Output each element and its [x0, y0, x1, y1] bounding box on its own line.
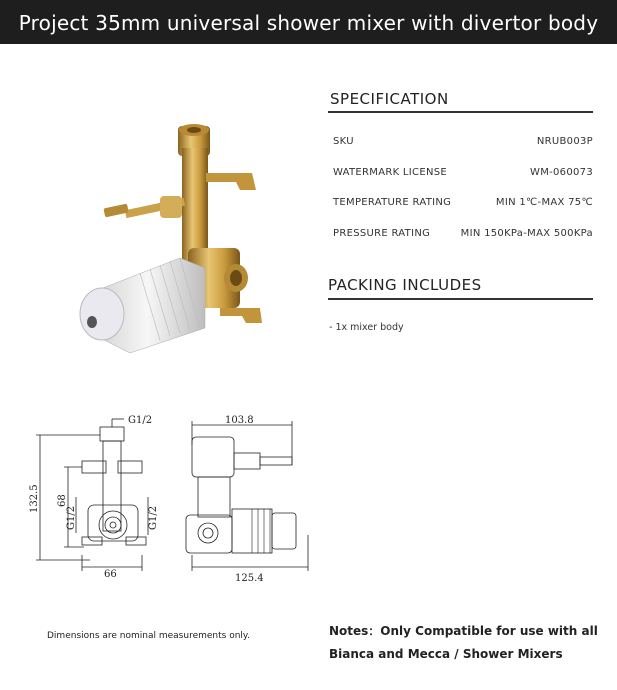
spec-value: WM-060073	[530, 167, 593, 178]
spec-value: MIN 150KPa-MAX 500KPa	[460, 228, 593, 239]
specification-divider	[328, 111, 593, 113]
spec-label: SKU	[333, 136, 354, 147]
spec-value: MIN 1℃-MAX 75℃	[495, 197, 593, 208]
dim-left-thread: G1/2	[66, 505, 77, 530]
title-bar	[0, 0, 617, 44]
packing-heading: PACKING INCLUDES	[328, 276, 482, 294]
page-title: Project 35mm universal shower mixer with divertor body	[18, 11, 599, 35]
spec-label: PRESSURE RATING	[333, 228, 431, 239]
packing-divider	[328, 298, 593, 300]
technical-drawing	[20, 405, 320, 595]
dim-side-bottom-width: 125.4	[235, 573, 264, 584]
spec-label: WATERMARK LICENSE	[333, 167, 448, 178]
notes-line-2: Bianca and Mecca / Shower Mixers	[329, 647, 563, 661]
mixer-body-illustration	[70, 118, 270, 358]
dim-right-thread: G1/2	[148, 505, 159, 530]
dim-height-total: 132.5	[29, 484, 40, 513]
front-view	[36, 419, 148, 571]
notes-line-1: Notes：Only Compatible for use with all	[329, 624, 598, 638]
spec-value: NRUB003P	[536, 136, 593, 147]
dimensions-footnote: Dimensions are nominal measurements only.	[47, 631, 250, 641]
dim-top-thread: G1/2	[128, 415, 153, 426]
spec-label: TEMPERATURE RATING	[333, 197, 452, 208]
side-view	[186, 421, 308, 571]
dim-front-width: 66	[104, 569, 117, 580]
compatibility-notes	[329, 620, 609, 666]
dim-height-inner: 68	[57, 494, 68, 507]
packing-item: - 1x mixer body	[329, 322, 404, 333]
specification-heading: SPECIFICATION	[330, 90, 449, 108]
dim-side-top-width: 103.8	[225, 415, 254, 426]
product-image	[70, 118, 270, 358]
